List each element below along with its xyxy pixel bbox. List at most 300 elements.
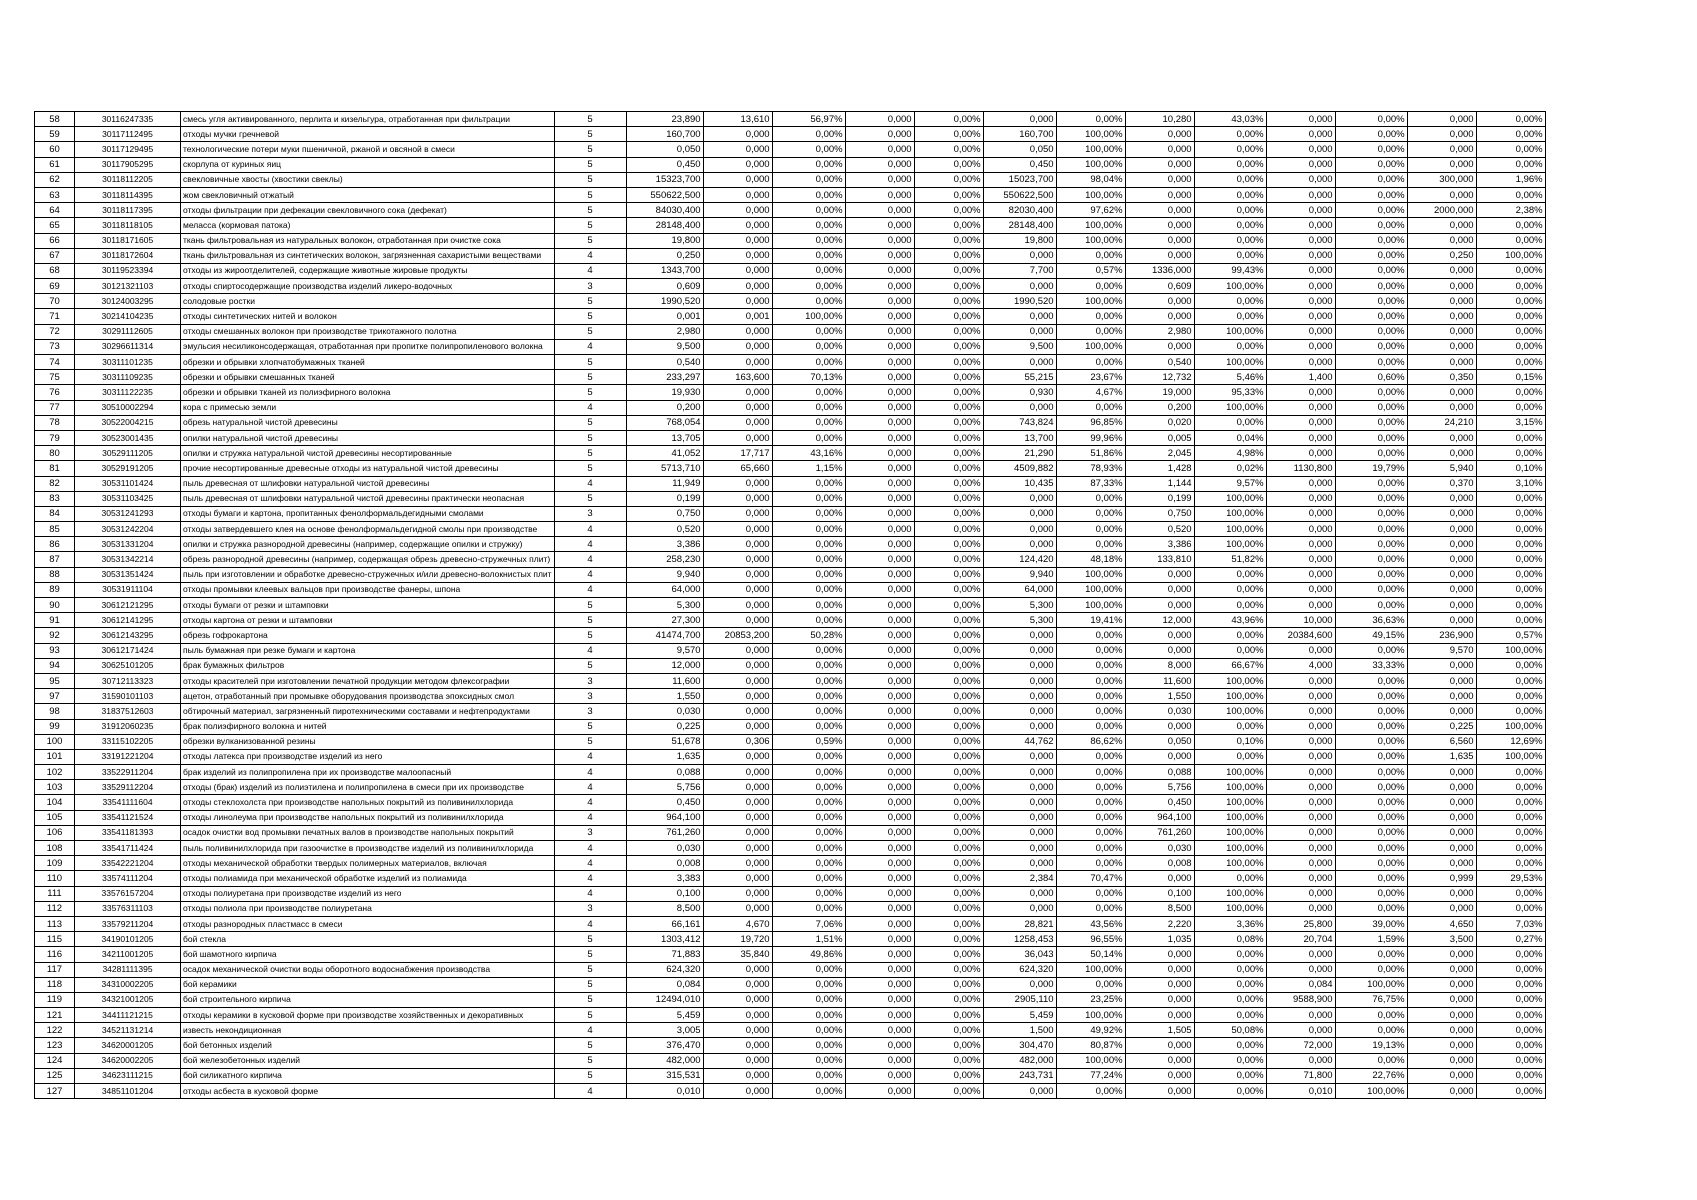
waste-name-cell: отходы полиуретана при производстве изделий из него: [181, 886, 555, 901]
col-f-amount-cell: 0,000: [1407, 187, 1476, 202]
col-c-amount-cell: 44,762: [983, 734, 1056, 749]
col-b-amount-cell: 0,000: [845, 977, 914, 992]
waste-name-cell: опилки и стружка разнородной древесины (например, содержащие опилки и стружку): [181, 537, 555, 552]
waste-code-cell: 30116247335: [75, 112, 181, 127]
col-a-amount-cell: 0,000: [703, 552, 772, 567]
col-e-amount-cell: 0,000: [1266, 704, 1335, 719]
col-b-percent-cell: 0,00%: [914, 673, 983, 688]
col-b-amount-cell: 0,000: [845, 613, 914, 628]
col-c-amount-cell: 0,050: [983, 142, 1056, 157]
col-e-amount-cell: 0,000: [1266, 218, 1335, 233]
col-c-amount-cell: 0,000: [983, 537, 1056, 552]
col-c-percent-cell: 51,86%: [1056, 446, 1125, 461]
table-row: [35, 795, 1546, 810]
col-e-percent-cell: 0,00%: [1335, 400, 1407, 415]
col-a-amount-cell: 0,000: [703, 187, 772, 202]
col-b-percent-cell: 0,00%: [914, 871, 983, 886]
table-row: [35, 765, 1546, 780]
hazard-class-cell: 4: [554, 582, 626, 597]
col-f-amount-cell: 0,000: [1407, 825, 1476, 840]
col-d-amount-cell: 0,540: [1125, 355, 1194, 370]
col-f-percent-cell: 0,00%: [1476, 491, 1545, 506]
col-a-percent-cell: 0,00%: [772, 856, 845, 871]
row-number-cell: 111: [35, 886, 75, 901]
col-b-amount-cell: 0,000: [845, 506, 914, 521]
col-b-amount-cell: 0,000: [845, 673, 914, 688]
col-a-amount-cell: 0,000: [703, 810, 772, 825]
col-c-amount-cell: 5,300: [983, 613, 1056, 628]
col-a-percent-cell: 0,00%: [772, 1068, 845, 1083]
col-d-percent-cell: 3,36%: [1194, 916, 1266, 931]
col-c-percent-cell: 100,00%: [1056, 567, 1125, 582]
waste-name-cell: пыль бумажная при резке бумаги и картона: [181, 643, 555, 658]
waste-name-cell: отходы мучки гречневой: [181, 127, 555, 142]
row-number-cell: 64: [35, 203, 75, 218]
row-number-cell: 122: [35, 1023, 75, 1038]
waste-code-cell: 31590101103: [75, 689, 181, 704]
col-d-percent-cell: 0,00%: [1194, 157, 1266, 172]
waste-name-cell: отходы бумаги от резки и штамповки: [181, 598, 555, 613]
col-b-percent-cell: 0,00%: [914, 1053, 983, 1068]
col-f-amount-cell: 0,000: [1407, 522, 1476, 537]
col-c-amount-cell: 0,000: [983, 765, 1056, 780]
col-a-percent-cell: 0,00%: [772, 886, 845, 901]
waste-name-cell: отходы фильтрации при дефекации свекловичного сока (дефекат): [181, 203, 555, 218]
col-d-amount-cell: 0,750: [1125, 506, 1194, 521]
col-c-percent-cell: 99,96%: [1056, 430, 1125, 445]
hazard-class-cell: 4: [554, 537, 626, 552]
hazard-class-cell: 5: [554, 203, 626, 218]
col-d-percent-cell: 100,00%: [1194, 491, 1266, 506]
col-b-amount-cell: 0,000: [845, 127, 914, 142]
col-c-amount-cell: 0,000: [983, 841, 1056, 856]
hazard-class-cell: 4: [554, 339, 626, 354]
total-amount-cell: 0,250: [626, 248, 703, 263]
table-row: [35, 370, 1546, 385]
total-amount-cell: 964,100: [626, 810, 703, 825]
col-b-amount-cell: 0,000: [845, 1008, 914, 1023]
table-row: [35, 537, 1546, 552]
waste-code-cell: 34310002205: [75, 977, 181, 992]
col-c-percent-cell: 100,00%: [1056, 1008, 1125, 1023]
col-a-percent-cell: 0,00%: [772, 187, 845, 202]
table-row: [35, 643, 1546, 658]
table-body: [35, 112, 1546, 1099]
col-b-percent-cell: 0,00%: [914, 157, 983, 172]
waste-name-cell: бой шамотного кирпича: [181, 947, 555, 962]
col-c-percent-cell: 0,00%: [1056, 355, 1125, 370]
col-d-amount-cell: 0,000: [1125, 1008, 1194, 1023]
col-f-percent-cell: 0,00%: [1476, 233, 1545, 248]
col-d-amount-cell: 1,035: [1125, 932, 1194, 947]
total-amount-cell: 0,200: [626, 400, 703, 415]
col-e-amount-cell: 0,000: [1266, 157, 1335, 172]
hazard-class-cell: 4: [554, 400, 626, 415]
col-e-percent-cell: 0,00%: [1335, 294, 1407, 309]
waste-name-cell: жом свекловичный отжатый: [181, 187, 555, 202]
total-amount-cell: 23,890: [626, 112, 703, 127]
col-d-percent-cell: 0,00%: [1194, 127, 1266, 142]
col-c-percent-cell: 78,93%: [1056, 461, 1125, 476]
col-c-percent-cell: 0,00%: [1056, 400, 1125, 415]
col-e-amount-cell: 0,000: [1266, 203, 1335, 218]
col-a-percent-cell: 0,00%: [772, 263, 845, 278]
col-f-percent-cell: 0,00%: [1476, 385, 1545, 400]
col-f-percent-cell: 0,00%: [1476, 567, 1545, 582]
col-d-percent-cell: 0,00%: [1194, 248, 1266, 263]
waste-code-cell: 30124003295: [75, 294, 181, 309]
col-b-percent-cell: 0,00%: [914, 734, 983, 749]
col-c-percent-cell: 0,00%: [1056, 841, 1125, 856]
col-f-percent-cell: 0,00%: [1476, 1038, 1545, 1053]
total-amount-cell: 624,320: [626, 962, 703, 977]
col-d-amount-cell: 2,220: [1125, 916, 1194, 931]
hazard-class-cell: 5: [554, 962, 626, 977]
total-amount-cell: 8,500: [626, 901, 703, 916]
waste-code-cell: 30121321103: [75, 279, 181, 294]
col-b-amount-cell: 0,000: [845, 157, 914, 172]
col-f-percent-cell: 0,00%: [1476, 263, 1545, 278]
col-a-percent-cell: 0,00%: [772, 506, 845, 521]
col-a-percent-cell: 0,00%: [772, 218, 845, 233]
table-row: [35, 886, 1546, 901]
col-a-amount-cell: 0,000: [703, 248, 772, 263]
col-d-amount-cell: 761,260: [1125, 825, 1194, 840]
table-row: [35, 400, 1546, 415]
col-f-amount-cell: 0,000: [1407, 582, 1476, 597]
col-e-amount-cell: 0,000: [1266, 795, 1335, 810]
total-amount-cell: 19,930: [626, 385, 703, 400]
waste-name-cell: меласса (кормовая патока): [181, 218, 555, 233]
col-f-percent-cell: 0,00%: [1476, 1023, 1545, 1038]
col-e-amount-cell: 71,800: [1266, 1068, 1335, 1083]
col-b-amount-cell: 0,000: [845, 841, 914, 856]
col-c-percent-cell: 0,00%: [1056, 537, 1125, 552]
col-d-percent-cell: 100,00%: [1194, 355, 1266, 370]
col-b-percent-cell: 0,00%: [914, 461, 983, 476]
col-a-amount-cell: 0,000: [703, 613, 772, 628]
table-row: [35, 142, 1546, 157]
row-number-cell: 113: [35, 916, 75, 931]
col-e-amount-cell: 0,000: [1266, 127, 1335, 142]
col-c-percent-cell: 23,67%: [1056, 370, 1125, 385]
col-e-percent-cell: 0,00%: [1335, 825, 1407, 840]
col-a-amount-cell: 0,000: [703, 841, 772, 856]
waste-code-cell: 30531241293: [75, 506, 181, 521]
col-d-percent-cell: 0,00%: [1194, 203, 1266, 218]
col-c-amount-cell: 19,800: [983, 233, 1056, 248]
col-e-amount-cell: 0,000: [1266, 552, 1335, 567]
waste-name-cell: скорлупа от куриных яиц: [181, 157, 555, 172]
col-a-amount-cell: 0,000: [703, 415, 772, 430]
total-amount-cell: 9,500: [626, 339, 703, 354]
col-e-percent-cell: 0,00%: [1335, 203, 1407, 218]
table-row: [35, 385, 1546, 400]
col-d-amount-cell: 0,030: [1125, 841, 1194, 856]
col-a-amount-cell: 17,717: [703, 446, 772, 461]
col-d-amount-cell: 2,980: [1125, 324, 1194, 339]
col-c-percent-cell: 0,00%: [1056, 309, 1125, 324]
col-d-amount-cell: 0,000: [1125, 567, 1194, 582]
col-a-amount-cell: 0,000: [703, 992, 772, 1007]
hazard-class-cell: 5: [554, 233, 626, 248]
col-d-amount-cell: 0,100: [1125, 886, 1194, 901]
col-b-percent-cell: 0,00%: [914, 537, 983, 552]
col-b-amount-cell: 0,000: [845, 324, 914, 339]
col-b-amount-cell: 0,000: [845, 780, 914, 795]
col-b-percent-cell: 0,00%: [914, 1023, 983, 1038]
row-number-cell: 97: [35, 689, 75, 704]
col-f-percent-cell: 0,00%: [1476, 339, 1545, 354]
waste-name-cell: обрезь разнородной древесины (например, содержащая обрезь древесно-стружечных плит): [181, 552, 555, 567]
col-d-amount-cell: 0,200: [1125, 400, 1194, 415]
col-f-amount-cell: 0,000: [1407, 400, 1476, 415]
col-a-percent-cell: 0,00%: [772, 127, 845, 142]
table-row: [35, 947, 1546, 962]
col-c-amount-cell: 0,000: [983, 825, 1056, 840]
row-number-cell: 98: [35, 704, 75, 719]
col-b-amount-cell: 0,000: [845, 187, 914, 202]
waste-name-cell: отходы разнородных пластмасс в смеси: [181, 916, 555, 931]
col-b-amount-cell: 0,000: [845, 309, 914, 324]
waste-code-cell: 30311109235: [75, 370, 181, 385]
col-b-percent-cell: 0,00%: [914, 1038, 983, 1053]
col-f-amount-cell: 0,000: [1407, 704, 1476, 719]
table-row: [35, 598, 1546, 613]
total-amount-cell: 0,050: [626, 142, 703, 157]
col-c-percent-cell: 100,00%: [1056, 127, 1125, 142]
col-c-percent-cell: 19,41%: [1056, 613, 1125, 628]
waste-code-cell: 34620002205: [75, 1053, 181, 1068]
table-row: [35, 567, 1546, 582]
hazard-class-cell: 3: [554, 825, 626, 840]
col-a-amount-cell: 0,000: [703, 825, 772, 840]
col-a-percent-cell: 7,06%: [772, 916, 845, 931]
col-c-percent-cell: 48,18%: [1056, 552, 1125, 567]
col-d-amount-cell: 0,000: [1125, 218, 1194, 233]
col-a-amount-cell: 0,000: [703, 1038, 772, 1053]
waste-code-cell: 34321001205: [75, 992, 181, 1007]
waste-code-cell: 30531342214: [75, 552, 181, 567]
col-a-amount-cell: 65,660: [703, 461, 772, 476]
total-amount-cell: 5,756: [626, 780, 703, 795]
col-c-amount-cell: 28,821: [983, 916, 1056, 931]
col-c-percent-cell: 0,00%: [1056, 765, 1125, 780]
col-d-percent-cell: 43,03%: [1194, 112, 1266, 127]
waste-code-cell: 30612121295: [75, 598, 181, 613]
waste-code-cell: 30296611314: [75, 339, 181, 354]
total-amount-cell: 482,000: [626, 1053, 703, 1068]
col-b-amount-cell: 0,000: [845, 1084, 914, 1099]
col-e-percent-cell: 0,00%: [1335, 279, 1407, 294]
waste-name-cell: известь некондиционная: [181, 1023, 555, 1038]
hazard-class-cell: 5: [554, 658, 626, 673]
hazard-class-cell: 4: [554, 871, 626, 886]
col-b-amount-cell: 0,000: [845, 734, 914, 749]
row-number-cell: 59: [35, 127, 75, 142]
total-amount-cell: 160,700: [626, 127, 703, 142]
col-c-percent-cell: 70,47%: [1056, 871, 1125, 886]
row-number-cell: 80: [35, 446, 75, 461]
col-b-amount-cell: 0,000: [845, 370, 914, 385]
col-f-amount-cell: 0,000: [1407, 279, 1476, 294]
col-a-percent-cell: 0,00%: [772, 780, 845, 795]
waste-code-cell: 30531242204: [75, 522, 181, 537]
col-a-percent-cell: 0,00%: [772, 233, 845, 248]
col-e-amount-cell: 0,000: [1266, 734, 1335, 749]
col-a-amount-cell: 0,000: [703, 977, 772, 992]
col-b-percent-cell: 0,00%: [914, 825, 983, 840]
col-e-amount-cell: 0,000: [1266, 886, 1335, 901]
row-number-cell: 84: [35, 506, 75, 521]
col-e-percent-cell: 100,00%: [1335, 1084, 1407, 1099]
col-c-amount-cell: 13,700: [983, 430, 1056, 445]
total-amount-cell: 0,450: [626, 157, 703, 172]
table-row: [35, 1008, 1546, 1023]
col-c-percent-cell: 0,00%: [1056, 810, 1125, 825]
col-d-amount-cell: 0,000: [1125, 1038, 1194, 1053]
row-number-cell: 104: [35, 795, 75, 810]
col-b-amount-cell: 0,000: [845, 1038, 914, 1053]
col-c-percent-cell: 0,00%: [1056, 658, 1125, 673]
col-f-amount-cell: 0,370: [1407, 476, 1476, 491]
col-c-percent-cell: 0,00%: [1056, 856, 1125, 871]
col-f-amount-cell: 0,000: [1407, 339, 1476, 354]
table-row: [35, 704, 1546, 719]
col-d-percent-cell: 0,00%: [1194, 1068, 1266, 1083]
row-number-cell: 89: [35, 582, 75, 597]
col-c-amount-cell: 0,000: [983, 856, 1056, 871]
col-a-amount-cell: 19,720: [703, 932, 772, 947]
col-f-percent-cell: 0,00%: [1476, 977, 1545, 992]
col-f-amount-cell: 3,500: [1407, 932, 1476, 947]
table-row: [35, 446, 1546, 461]
col-e-percent-cell: 33,33%: [1335, 658, 1407, 673]
col-f-percent-cell: 0,00%: [1476, 324, 1545, 339]
col-c-amount-cell: 0,000: [983, 977, 1056, 992]
col-a-percent-cell: 0,00%: [772, 355, 845, 370]
waste-name-cell: отходы затвердевшего клея на основе фенолформальдегидной смолы при производстве: [181, 522, 555, 537]
row-number-cell: 72: [35, 324, 75, 339]
col-a-amount-cell: 0,000: [703, 689, 772, 704]
col-a-amount-cell: 0,000: [703, 400, 772, 415]
col-e-percent-cell: 0,60%: [1335, 370, 1407, 385]
col-b-amount-cell: 0,000: [845, 446, 914, 461]
col-c-amount-cell: 0,000: [983, 795, 1056, 810]
col-c-amount-cell: 0,000: [983, 643, 1056, 658]
col-c-percent-cell: 87,33%: [1056, 476, 1125, 491]
table-row: [35, 871, 1546, 886]
col-e-percent-cell: 0,00%: [1335, 795, 1407, 810]
hazard-class-cell: 4: [554, 476, 626, 491]
col-c-percent-cell: 23,25%: [1056, 992, 1125, 1007]
col-e-percent-cell: 0,00%: [1335, 430, 1407, 445]
row-number-cell: 61: [35, 157, 75, 172]
col-f-percent-cell: 0,00%: [1476, 522, 1545, 537]
table-row: [35, 916, 1546, 931]
table-row: [35, 187, 1546, 202]
col-e-percent-cell: 19,79%: [1335, 461, 1407, 476]
col-d-amount-cell: 0,000: [1125, 1084, 1194, 1099]
col-e-percent-cell: 0,00%: [1335, 339, 1407, 354]
col-d-percent-cell: 5,46%: [1194, 370, 1266, 385]
col-b-amount-cell: 0,000: [845, 856, 914, 871]
col-f-percent-cell: 0,10%: [1476, 461, 1545, 476]
total-amount-cell: 315,531: [626, 1068, 703, 1083]
row-number-cell: 92: [35, 628, 75, 643]
col-f-percent-cell: 29,53%: [1476, 871, 1545, 886]
col-c-percent-cell: 100,00%: [1056, 339, 1125, 354]
col-d-percent-cell: 0,04%: [1194, 430, 1266, 445]
col-a-amount-cell: 0,000: [703, 856, 772, 871]
total-amount-cell: 2,980: [626, 324, 703, 339]
col-a-amount-cell: 0,000: [703, 658, 772, 673]
col-d-percent-cell: 100,00%: [1194, 279, 1266, 294]
col-b-percent-cell: 0,00%: [914, 658, 983, 673]
row-number-cell: 58: [35, 112, 75, 127]
waste-name-cell: пыль древесная от шлифовки натуральной чистой древесины практически неопасная: [181, 491, 555, 506]
col-f-percent-cell: 0,00%: [1476, 901, 1545, 916]
col-b-amount-cell: 0,000: [845, 430, 914, 445]
col-c-amount-cell: 0,000: [983, 355, 1056, 370]
col-b-amount-cell: 0,000: [845, 795, 914, 810]
total-amount-cell: 28148,400: [626, 218, 703, 233]
waste-code-cell: 30119523394: [75, 263, 181, 278]
col-c-amount-cell: 2,384: [983, 871, 1056, 886]
waste-code-cell: 30117112495: [75, 127, 181, 142]
hazard-class-cell: 5: [554, 613, 626, 628]
col-f-percent-cell: 0,00%: [1476, 673, 1545, 688]
col-d-amount-cell: 8,000: [1125, 658, 1194, 673]
waste-name-cell: прочие несортированные древесные отходы из натуральной чистой древесины: [181, 461, 555, 476]
col-d-percent-cell: 100,00%: [1194, 324, 1266, 339]
col-b-amount-cell: 0,000: [845, 704, 914, 719]
row-number-cell: 75: [35, 370, 75, 385]
total-amount-cell: 0,001: [626, 309, 703, 324]
col-f-percent-cell: 0,00%: [1476, 856, 1545, 871]
waste-code-cell: 30214104235: [75, 309, 181, 324]
waste-code-cell: 33576157204: [75, 886, 181, 901]
waste-code-cell: 33541121524: [75, 810, 181, 825]
table-row: [35, 279, 1546, 294]
col-a-amount-cell: 0,000: [703, 385, 772, 400]
col-d-amount-cell: 19,000: [1125, 385, 1194, 400]
col-e-percent-cell: 0,00%: [1335, 491, 1407, 506]
col-c-amount-cell: 0,000: [983, 719, 1056, 734]
waste-code-cell: 33522911204: [75, 765, 181, 780]
waste-code-cell: 30529111205: [75, 446, 181, 461]
total-amount-cell: 1,635: [626, 749, 703, 764]
col-a-percent-cell: 43,16%: [772, 446, 845, 461]
col-d-percent-cell: 100,00%: [1194, 841, 1266, 856]
col-c-amount-cell: 1,500: [983, 1023, 1056, 1038]
col-f-percent-cell: 0,00%: [1476, 992, 1545, 1007]
col-a-percent-cell: 1,51%: [772, 932, 845, 947]
row-number-cell: 90: [35, 598, 75, 613]
col-d-percent-cell: 0,00%: [1194, 172, 1266, 187]
col-b-amount-cell: 0,000: [845, 765, 914, 780]
col-b-amount-cell: 0,000: [845, 461, 914, 476]
hazard-class-cell: 4: [554, 795, 626, 810]
waste-name-cell: отходы полиола при производстве полиуретана: [181, 901, 555, 916]
waste-code-cell: 33191221204: [75, 749, 181, 764]
col-e-amount-cell: 20,704: [1266, 932, 1335, 947]
col-d-amount-cell: 0,000: [1125, 977, 1194, 992]
total-amount-cell: 761,260: [626, 825, 703, 840]
col-d-percent-cell: 100,00%: [1194, 522, 1266, 537]
col-b-amount-cell: 0,000: [845, 719, 914, 734]
col-a-percent-cell: 0,59%: [772, 734, 845, 749]
